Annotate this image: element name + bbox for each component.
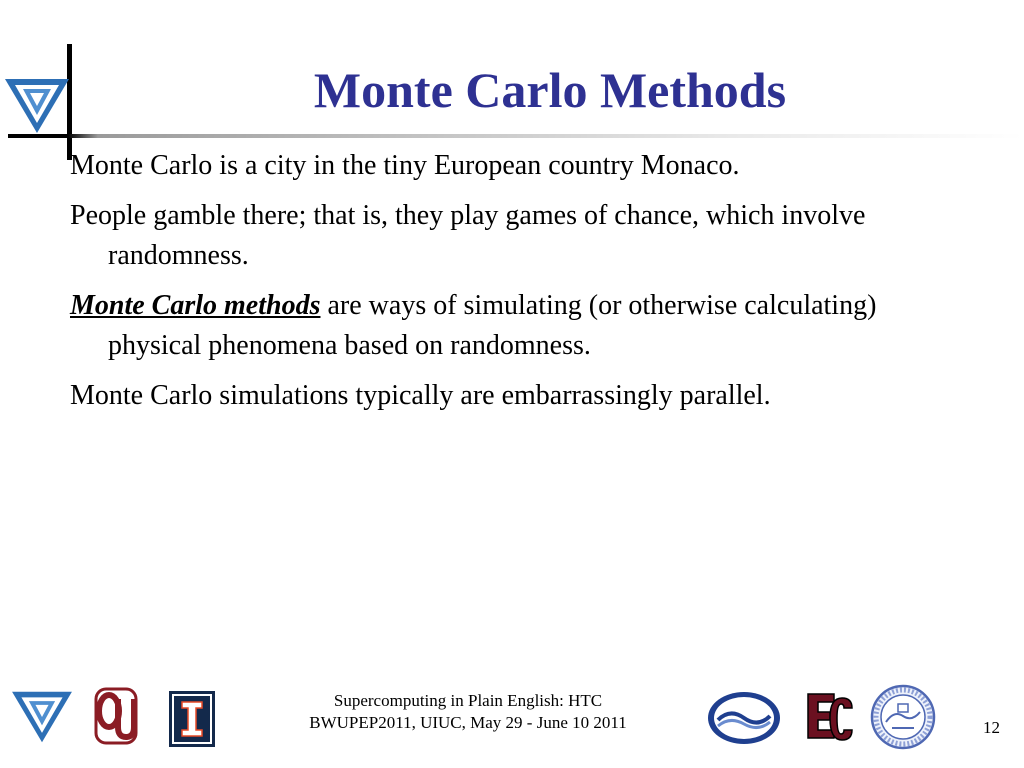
title-underline (8, 134, 1024, 138)
hamilton-seal-logo-icon (870, 684, 936, 750)
bullet-text: People gamble there; that is, they play games of chance, which involve randomness. (70, 200, 866, 271)
footer-line-2: BWUPEP2011, UIUC, May 29 - June 10 2011 (309, 713, 627, 732)
bullet-text: Monte Carlo simulations typically are embarrassingly parallel. (70, 380, 771, 411)
bullet-text: are ways of simulating (or otherwise calculating) physical phenomena based on randomness. (108, 290, 877, 361)
bullet-item (70, 146, 970, 186)
oscer-triangle-logo-icon (10, 688, 74, 746)
bullet-emphasis: Monte Carlo methods (70, 290, 321, 321)
ccc-logo-icon (706, 690, 782, 746)
bullet-item (70, 376, 970, 416)
oscer-triangle-logo-icon (3, 75, 71, 137)
bullet-text: Monte Carlo is a city in the tiny European country Monaco. (70, 150, 740, 181)
bullet-item (70, 196, 970, 276)
illinois-logo-icon (168, 690, 216, 748)
ec-logo-icon (804, 688, 856, 746)
slide-body (70, 146, 970, 426)
ou-logo-icon (92, 685, 140, 747)
slide-title: Monte Carlo Methods (313, 62, 787, 118)
page-number: 12 (983, 718, 1000, 737)
bullet-item (70, 286, 970, 366)
slide-footer (268, 690, 668, 734)
footer-line-1: Supercomputing in Plain English: HTC (333, 691, 603, 710)
